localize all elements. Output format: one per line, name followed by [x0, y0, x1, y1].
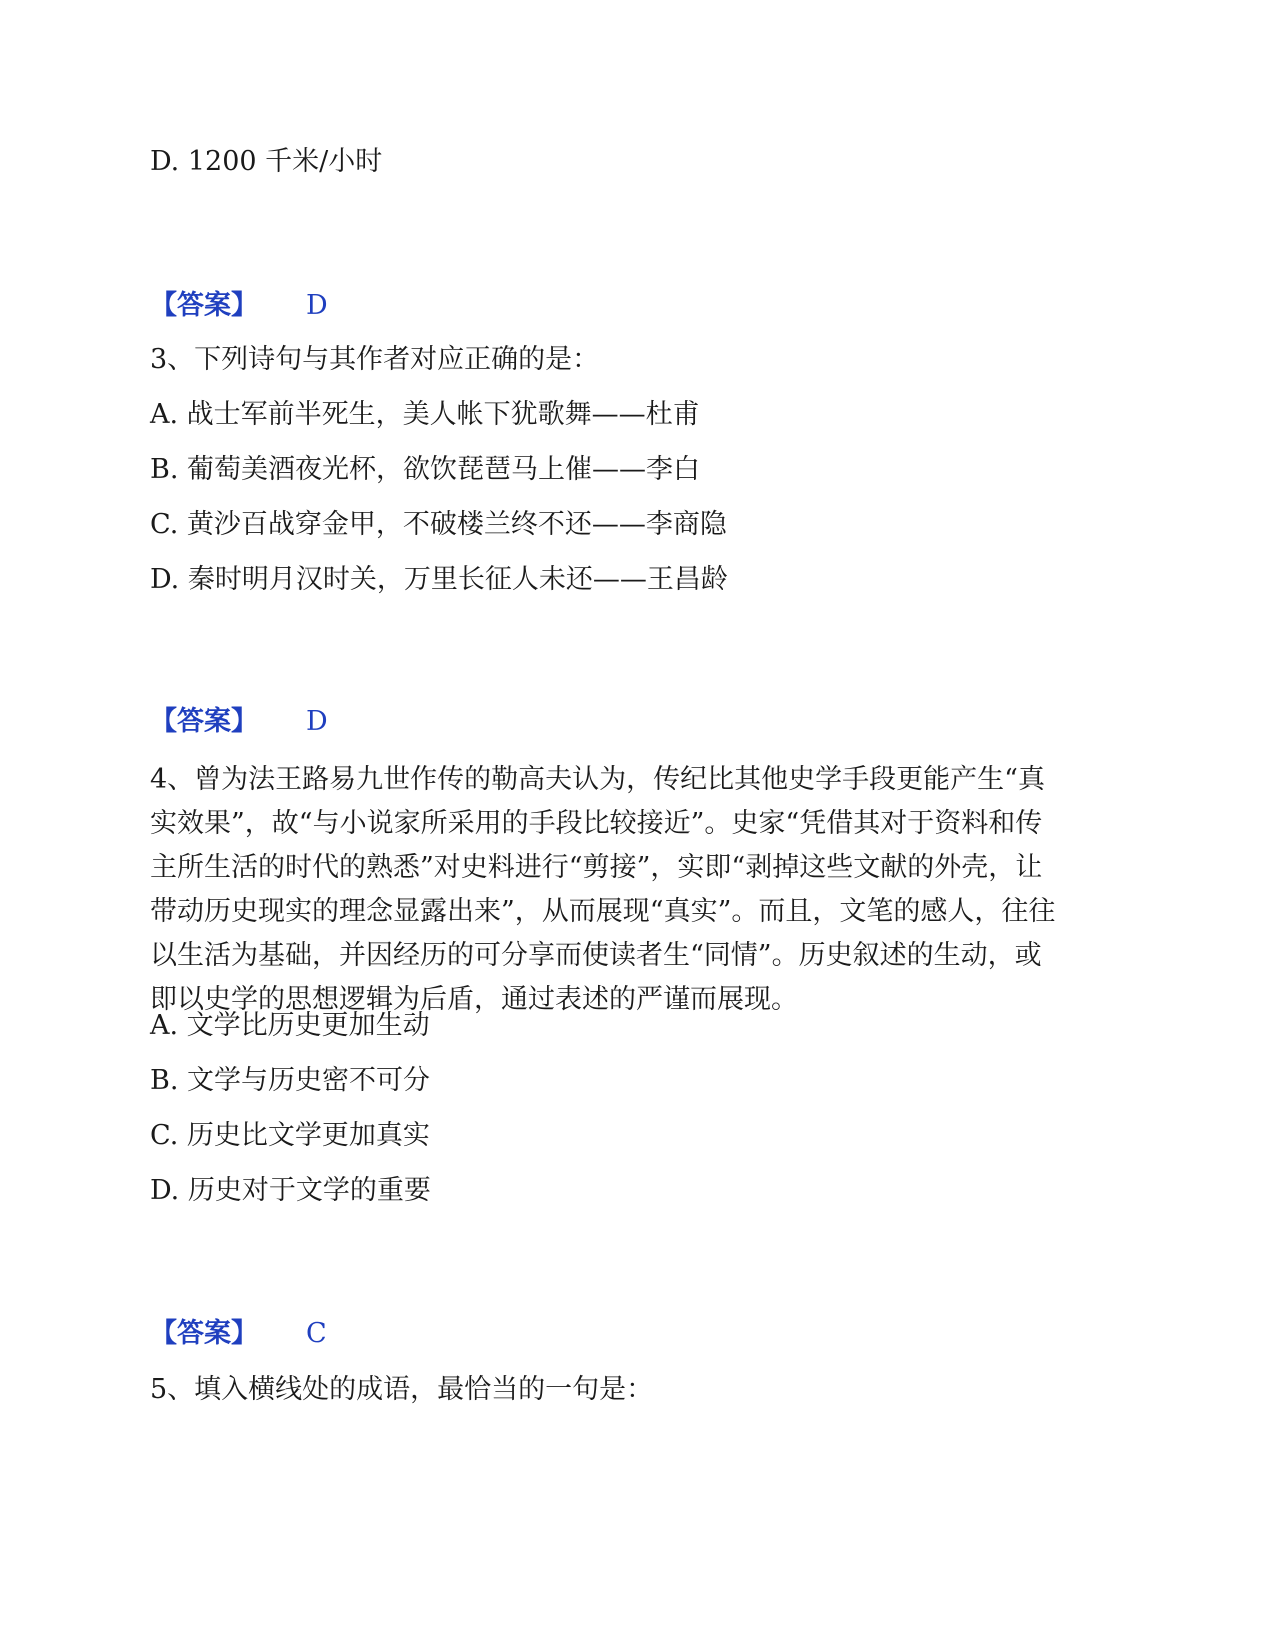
answer-label: 【答案】	[150, 290, 258, 321]
q4-stem-line: 带动历史现实的理念显露出来”，从而展现“真实”。而且，文笔的感人，往往	[150, 896, 1056, 927]
answer-value: C	[306, 1318, 327, 1349]
answer-value: D	[306, 290, 328, 321]
q3-stem: 3、下列诗句与其作者对应正确的是：	[150, 344, 600, 375]
q4-option-c: C. 历史比文学更加真实	[150, 1120, 430, 1151]
q4-answer	[150, 1315, 327, 1353]
answer-value: D	[306, 706, 328, 737]
answer-label: 【答案】	[150, 1318, 258, 1349]
answer-label: 【答案】	[150, 706, 258, 737]
q4-option-b: B. 文学与历史密不可分	[150, 1065, 431, 1096]
q4-stem-line: 以生活为基础，并因经历的可分享而使读者生“同情”。历史叙述的生动，或	[150, 940, 1042, 971]
q3-option-d: D. 秦时明月汉时关，万里长征人未还——王昌龄	[150, 564, 728, 595]
q4-stem-line: 主所生活的时代的熟悉”对史料进行“剪接”，实即“剥掉这些文献的外壳，让	[150, 852, 1043, 883]
q4-stem-line: 4、曾为法王路易九世作传的勒高夫认为，传纪比其他史学手段更能产生“真	[150, 764, 1045, 795]
q3-answer	[150, 703, 328, 741]
q4-stem-line: 实效果”，故“与小说家所采用的手段比较接近”。史家“凭借其对于资料和传	[150, 808, 1043, 839]
q4-stem-line: 即以史学的思想逻辑为后盾，通过表述的严谨而展现。	[150, 984, 798, 1015]
q2-option-d: D. 1200 千米/小时	[150, 146, 383, 177]
q2-answer	[150, 287, 328, 325]
q4-option-a: A. 文学比历史更加生动	[150, 1010, 430, 1041]
q5-stem: 5、填入横线处的成语，最恰当的一句是：	[150, 1374, 654, 1405]
q4-option-d: D. 历史对于文学的重要	[150, 1175, 431, 1206]
q3-option-b: B. 葡萄美酒夜光杯，欲饮琵琶马上催——李白	[150, 454, 701, 485]
q3-option-c: C. 黄沙百战穿金甲，不破楼兰终不还——李商隐	[150, 509, 727, 540]
q4-stem	[150, 758, 1130, 1022]
q3-option-a: A. 战士军前半死生，美人帐下犹歌舞——杜甫	[150, 399, 700, 430]
